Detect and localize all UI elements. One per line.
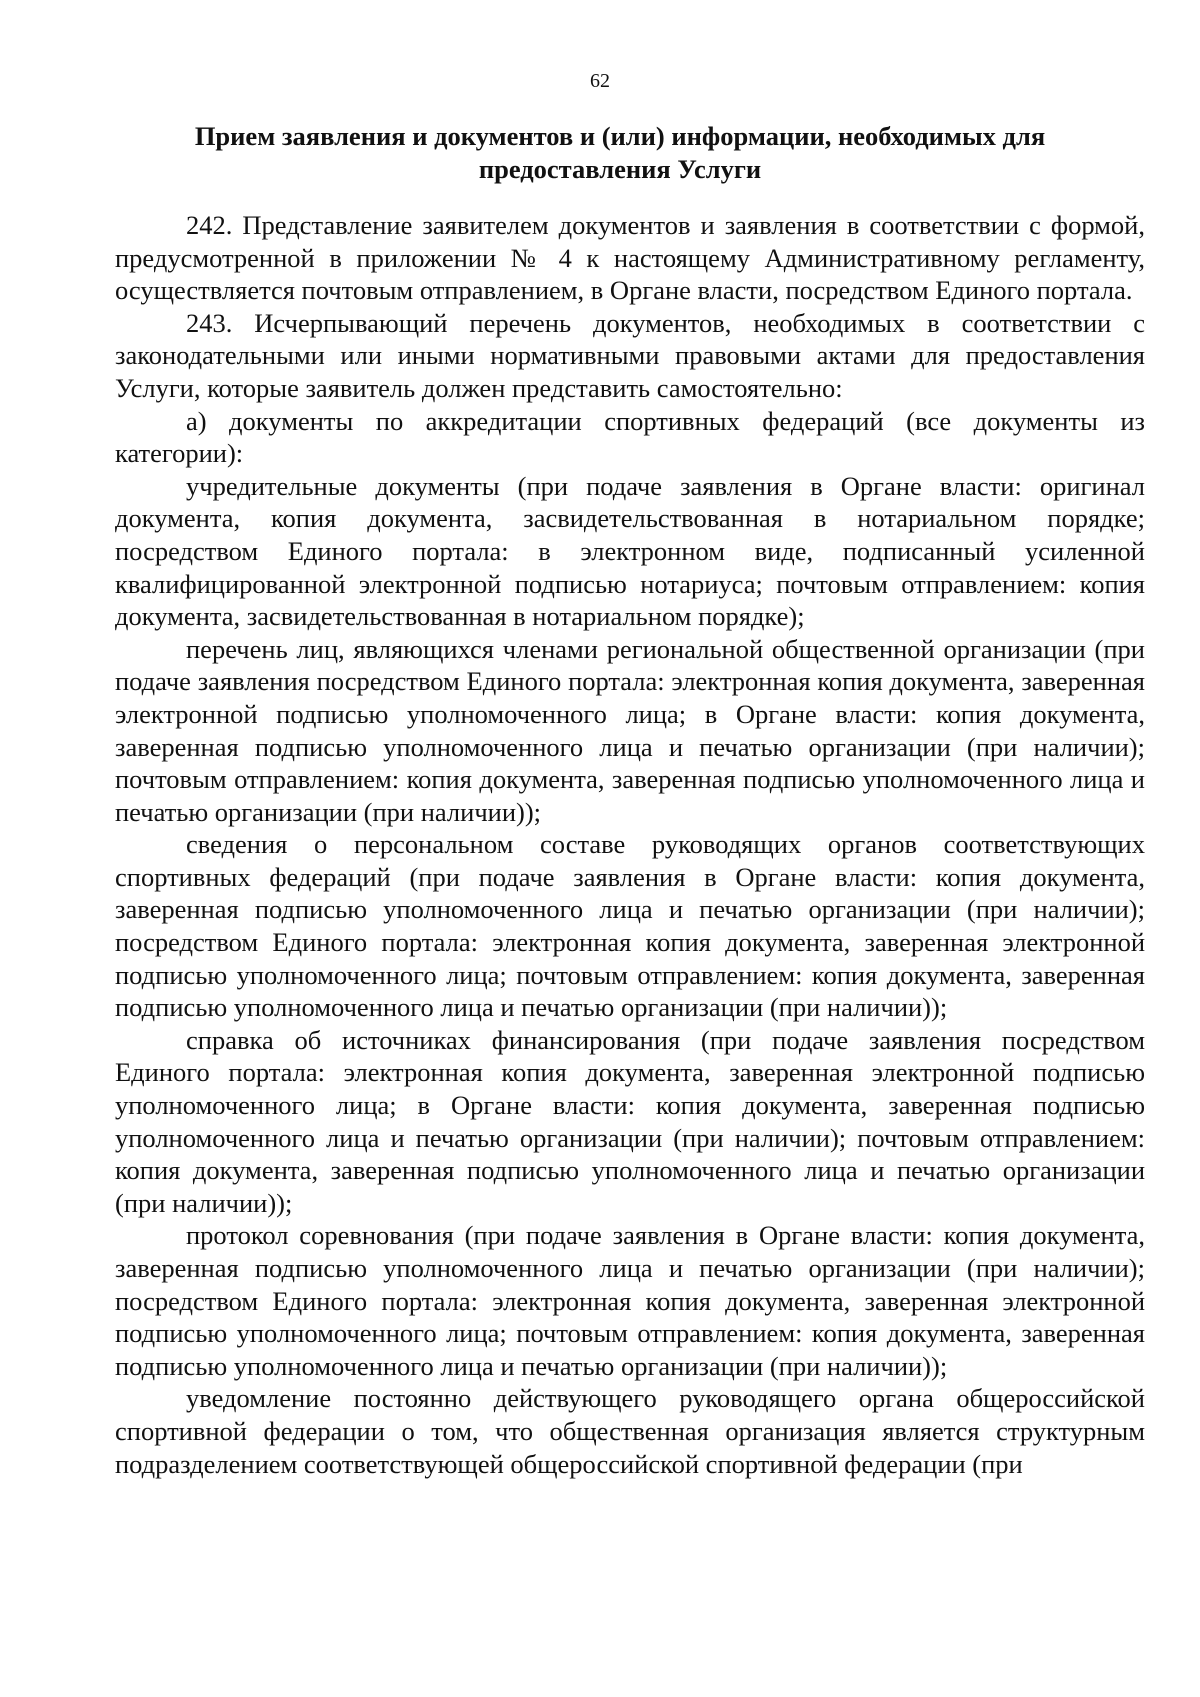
document-body <box>115 209 1145 1480</box>
paragraph-founding-documents: учредительные документы (при подаче заявления в Органе власти: оригинал документа, копия документа, засвидетельствованная в нотариальном порядке; посредством Единого портала: в электронном виде, подписанный усиленной квалифицированной электронной подписью нотариуса; почтовым отправлением: копия документа, засвидетельствованная в нотариальном порядке); <box>115 470 1145 632</box>
paragraph-item-a: а) документы по аккредитации спортивных федераций (все документы из категории): <box>115 405 1145 469</box>
paragraph-financing-certificate: справка об источниках финансирования (при подаче заявления посредством Единого портала: электронная копия документа, заверенная электронной подписью уполномоченного лица; в Органе власти: копия документа, заверенная подписью уполномоченного лица и печатью организации (при наличии); почтовым отправлением: копия документа, заверенная подписью уполномоченного лица и печатью организации (при наличии)); <box>115 1024 1145 1218</box>
section-heading-line: предоставления Услуги <box>478 154 762 184</box>
paragraph-members-list: перечень лиц, являющихся членами региональной общественной организации (при подаче заявления посредством Единого портала: электронная копия документа, заверенная электронной подписью уполномоченного лица; в Органе власти: копия документа, заверенная подписью уполномоченного лица и печатью организации (при наличии); почтовым отправлением: копия документа, заверенная подписью уполномоченного лица и печатью организации (при наличии)); <box>115 633 1145 827</box>
paragraph-242: 242. Представление заявителем документов и заявления в соответствии с формой, предусмотренной в приложении № 4 к настоящему Административному регламенту, осуществляется почтовым отправлением, в Органе власти, посредством Единого портала. <box>115 210 1145 306</box>
section-heading-line: Прием заявления и документов и (или) информации, необходимых для <box>194 121 1046 151</box>
paragraph-243: 243. Исчерпывающий перечень документов, необходимых в соответствии с законодательными или иными нормативными правовыми актами для предоставления Услуги, которые заявитель должен представить самостоятельно: <box>115 307 1145 403</box>
page-number: 62 <box>590 70 610 92</box>
paragraph-governing-bodies: сведения о персональном составе руководящих органов соответствующих спортивных федераций (при подаче заявления в Органе власти: копия документа, заверенная подписью уполномоченного лица и печатью организации (при наличии); посредством Единого портала: электронная копия документа, заверенная электронной подписью уполномоченного лица; почтовым отправлением: копия документа, заверенная подписью уполномоченного лица и печатью организации (при наличии)); <box>115 829 1145 1023</box>
paragraph-notification: уведомление постоянно действующего руководящего органа общероссийской спортивной федерации о том, что общественная организация является структурным подразделением соответствующей общероссийской спортивной федерации (при <box>115 1383 1145 1479</box>
paragraph-competition-protocol: протокол соревнования (при подаче заявления в Органе власти: копия документа, заверенная подписью уполномоченного лица и печатью организации (при наличии); посредством Единого портала: электронная копия документа, заверенная электронной подписью уполномоченного лица; почтовым отправлением: копия документа, заверенная подписью уполномоченного лица и печатью организации (при наличии)); <box>115 1220 1145 1381</box>
section-heading <box>160 120 1080 186</box>
